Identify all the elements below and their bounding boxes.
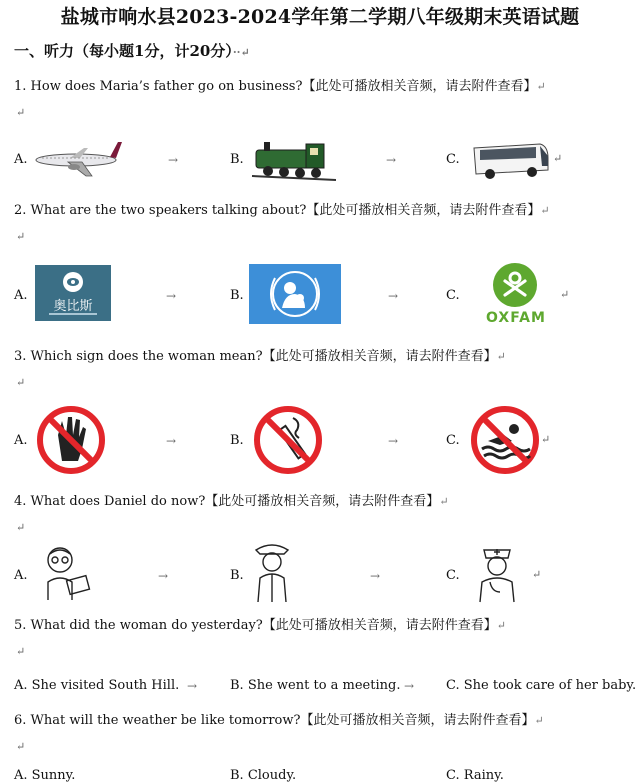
q5-option-a: A. She visited South Hill. <box>14 678 180 693</box>
question-2: 2. What are the two speakers talking about?【此处可播放相关音频，请去附件查看】↵ <box>14 203 550 218</box>
policeman-drawing-icon <box>250 540 294 604</box>
tab-arrow: → <box>166 289 177 303</box>
orbis-logo <box>35 265 111 321</box>
q2-option-b-label: B. <box>230 288 244 303</box>
no-touching-sign-icon <box>36 405 106 475</box>
bus-image <box>470 138 550 182</box>
orbis-logo-text: 奥比斯 <box>53 299 93 314</box>
oxfam-logo-text: OXFAM <box>486 310 546 326</box>
no-swimming-sign-icon <box>470 405 540 475</box>
tab-arrow: → <box>388 289 399 303</box>
tab-arrow: → <box>386 153 397 167</box>
paragraph-mark: ↵ <box>560 288 570 301</box>
q6-option-c: C. Rainy. <box>446 768 504 783</box>
tab-arrow: → <box>166 434 177 448</box>
tab-arrow: → <box>158 569 169 583</box>
tab-arrow: → <box>187 679 198 693</box>
paragraph-mark: ↵ <box>16 521 26 534</box>
paragraph-mark: ↵ <box>16 645 26 658</box>
question-4: 4. What does Daniel do now?【此处可播放相关音频，请去附件查看】↵ <box>14 494 449 509</box>
q2-option-c-label: C. <box>446 288 460 303</box>
paragraph-mark: ↵ <box>553 152 563 165</box>
no-smoking-sign-icon <box>253 404 323 476</box>
q5-option-c: C. She took care of her baby. <box>446 678 637 693</box>
q3-option-a-label: A. <box>14 433 28 448</box>
paragraph-mark: ↵ <box>16 376 26 389</box>
q3-option-b-label: B. <box>230 433 244 448</box>
q6-option-a: A. Sunny. <box>14 768 76 783</box>
teacher-drawing-icon <box>38 544 92 602</box>
q1-option-a-label: A. <box>14 152 28 167</box>
tab-arrow: → <box>168 153 179 167</box>
tab-arrow: → <box>404 679 415 693</box>
paragraph-mark: ↵ <box>16 740 26 753</box>
q1-option-b-label: B. <box>230 152 244 167</box>
oxfam-logo <box>478 263 552 309</box>
question-5: 5. What did the woman do yesterday?【此处可播放相关音频，请去附件查看】↵ <box>14 618 507 633</box>
paragraph-mark: ↵ <box>16 230 26 243</box>
q3-option-c-label: C. <box>446 433 460 448</box>
train-image <box>250 136 336 182</box>
q6-option-b: B. Cloudy. <box>230 768 297 783</box>
question-3: 3. Which sign does the woman mean?【此处可播放相关音频，请去附件查看】↵ <box>14 349 506 364</box>
q4-option-a-label: A. <box>14 568 28 583</box>
q4-option-c-label: C. <box>446 568 460 583</box>
doctor-drawing-icon <box>472 542 522 604</box>
unicef-logo <box>249 264 341 324</box>
q4-option-b-label: B. <box>230 568 244 583</box>
airplane-image <box>28 138 122 178</box>
page-title: 盐城市响水县2023-2024学年第二学期八年级期末英语试题 <box>60 6 580 28</box>
tab-arrow: → <box>370 569 381 583</box>
q2-option-a-label: A. <box>14 288 28 303</box>
section-heading: 一、听力（每小题1分，计20分）··↵ <box>14 42 250 60</box>
q5-option-b: B. She went to a meeting. <box>230 678 401 693</box>
question-6: 6. What will the weather be like tomorrow?【此处可播放相关音频，请去附件查看】↵ <box>14 713 544 728</box>
q1-option-c-label: C. <box>446 152 460 167</box>
paragraph-mark: ↵ <box>16 106 26 119</box>
question-1: 1. How does Maria’s father go on business?【此处可播放相关音频，请去附件查看】↵ <box>14 79 546 94</box>
paragraph-mark: ↵ <box>541 433 551 446</box>
tab-arrow: → <box>388 434 399 448</box>
paragraph-mark: ↵ <box>532 568 542 581</box>
